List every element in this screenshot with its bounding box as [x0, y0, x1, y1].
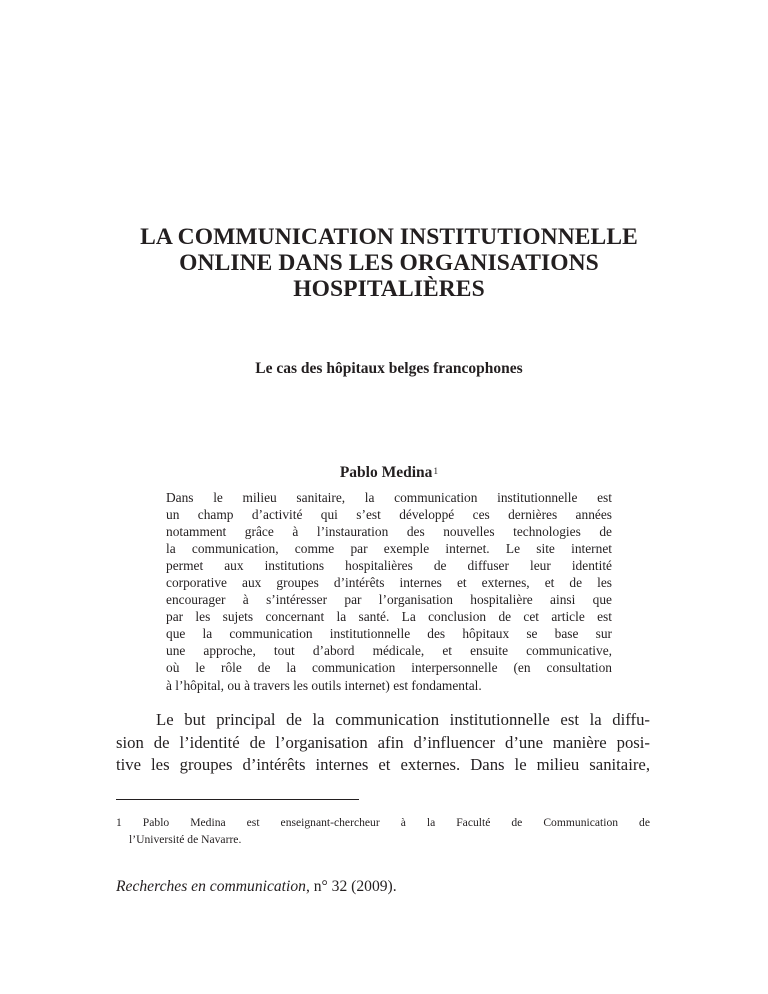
title-line: LA COMMUNICATION INSTITUTIONNELLE	[140, 224, 638, 250]
author-byline	[100, 463, 678, 483]
abstract-line: la communication, comme par exemple internet. Le site internet	[166, 541, 612, 557]
title-line: ONLINE DANS LES ORGANISATIONS	[179, 250, 599, 276]
footnote-mark: 1	[433, 467, 439, 477]
journal-name: Recherches en communication	[116, 878, 306, 895]
journal-citation	[116, 877, 397, 897]
abstract-line: à l’hôpital, ou à travers les outils internet) est fondamental.	[166, 677, 482, 693]
footnote-separator	[116, 799, 359, 800]
abstract-line: notamment grâce à l’instauration des nouvelles technologies de	[166, 524, 612, 540]
title-line: HOSPITALIÈRES	[293, 276, 485, 302]
article-title	[100, 224, 678, 302]
body-line: Le but principal de la communication institutionnelle est la diffu-	[156, 710, 650, 729]
footnote	[116, 814, 650, 848]
footnote-line: l’Université de Navarre.	[129, 833, 242, 846]
journal-issue: , n° 32 (2009).	[305, 878, 397, 895]
article-subtitle: Le cas des hôpitaux belges francophones	[255, 360, 523, 377]
abstract-line: Dans le milieu sanitaire, la communication institutionnelle est	[166, 490, 612, 505]
abstract	[166, 489, 612, 694]
footnote-line: 1 Pablo Medina est enseignant-chercheur à la Faculté de Communication de	[116, 816, 650, 829]
abstract-line: un champ d’activité qui s’est développé ces dernières années	[166, 507, 612, 523]
abstract-line: où le rôle de la communication interpersonnelle (en consultation	[166, 660, 612, 676]
body-line: tive les groupes d’intérêts internes et externes. Dans le milieu sanitaire,	[116, 755, 650, 774]
abstract-line: encourager à s’intéresser par l’organisation hospitalière ainsi que	[166, 592, 612, 608]
body-paragraph	[116, 709, 650, 777]
abstract-line: corporative aux groupes d’intérêts internes et externes, et de les	[166, 575, 612, 591]
body-line: sion de l’identité de l’organisation afin d’influencer d’une manière posi-	[116, 732, 650, 752]
abstract-line: permet aux institutions hospitalières de diffuser leur identité	[166, 558, 612, 574]
abstract-line: une approche, tout d’abord médicale, et ensuite communicative,	[166, 643, 612, 659]
author-name: Pablo Medina	[339, 464, 433, 481]
abstract-line: que la communication institutionnelle des hôpitaux se base sur	[166, 626, 612, 642]
abstract-line: par les sujets concernant la santé. La conclusion de cet article est	[166, 609, 612, 625]
